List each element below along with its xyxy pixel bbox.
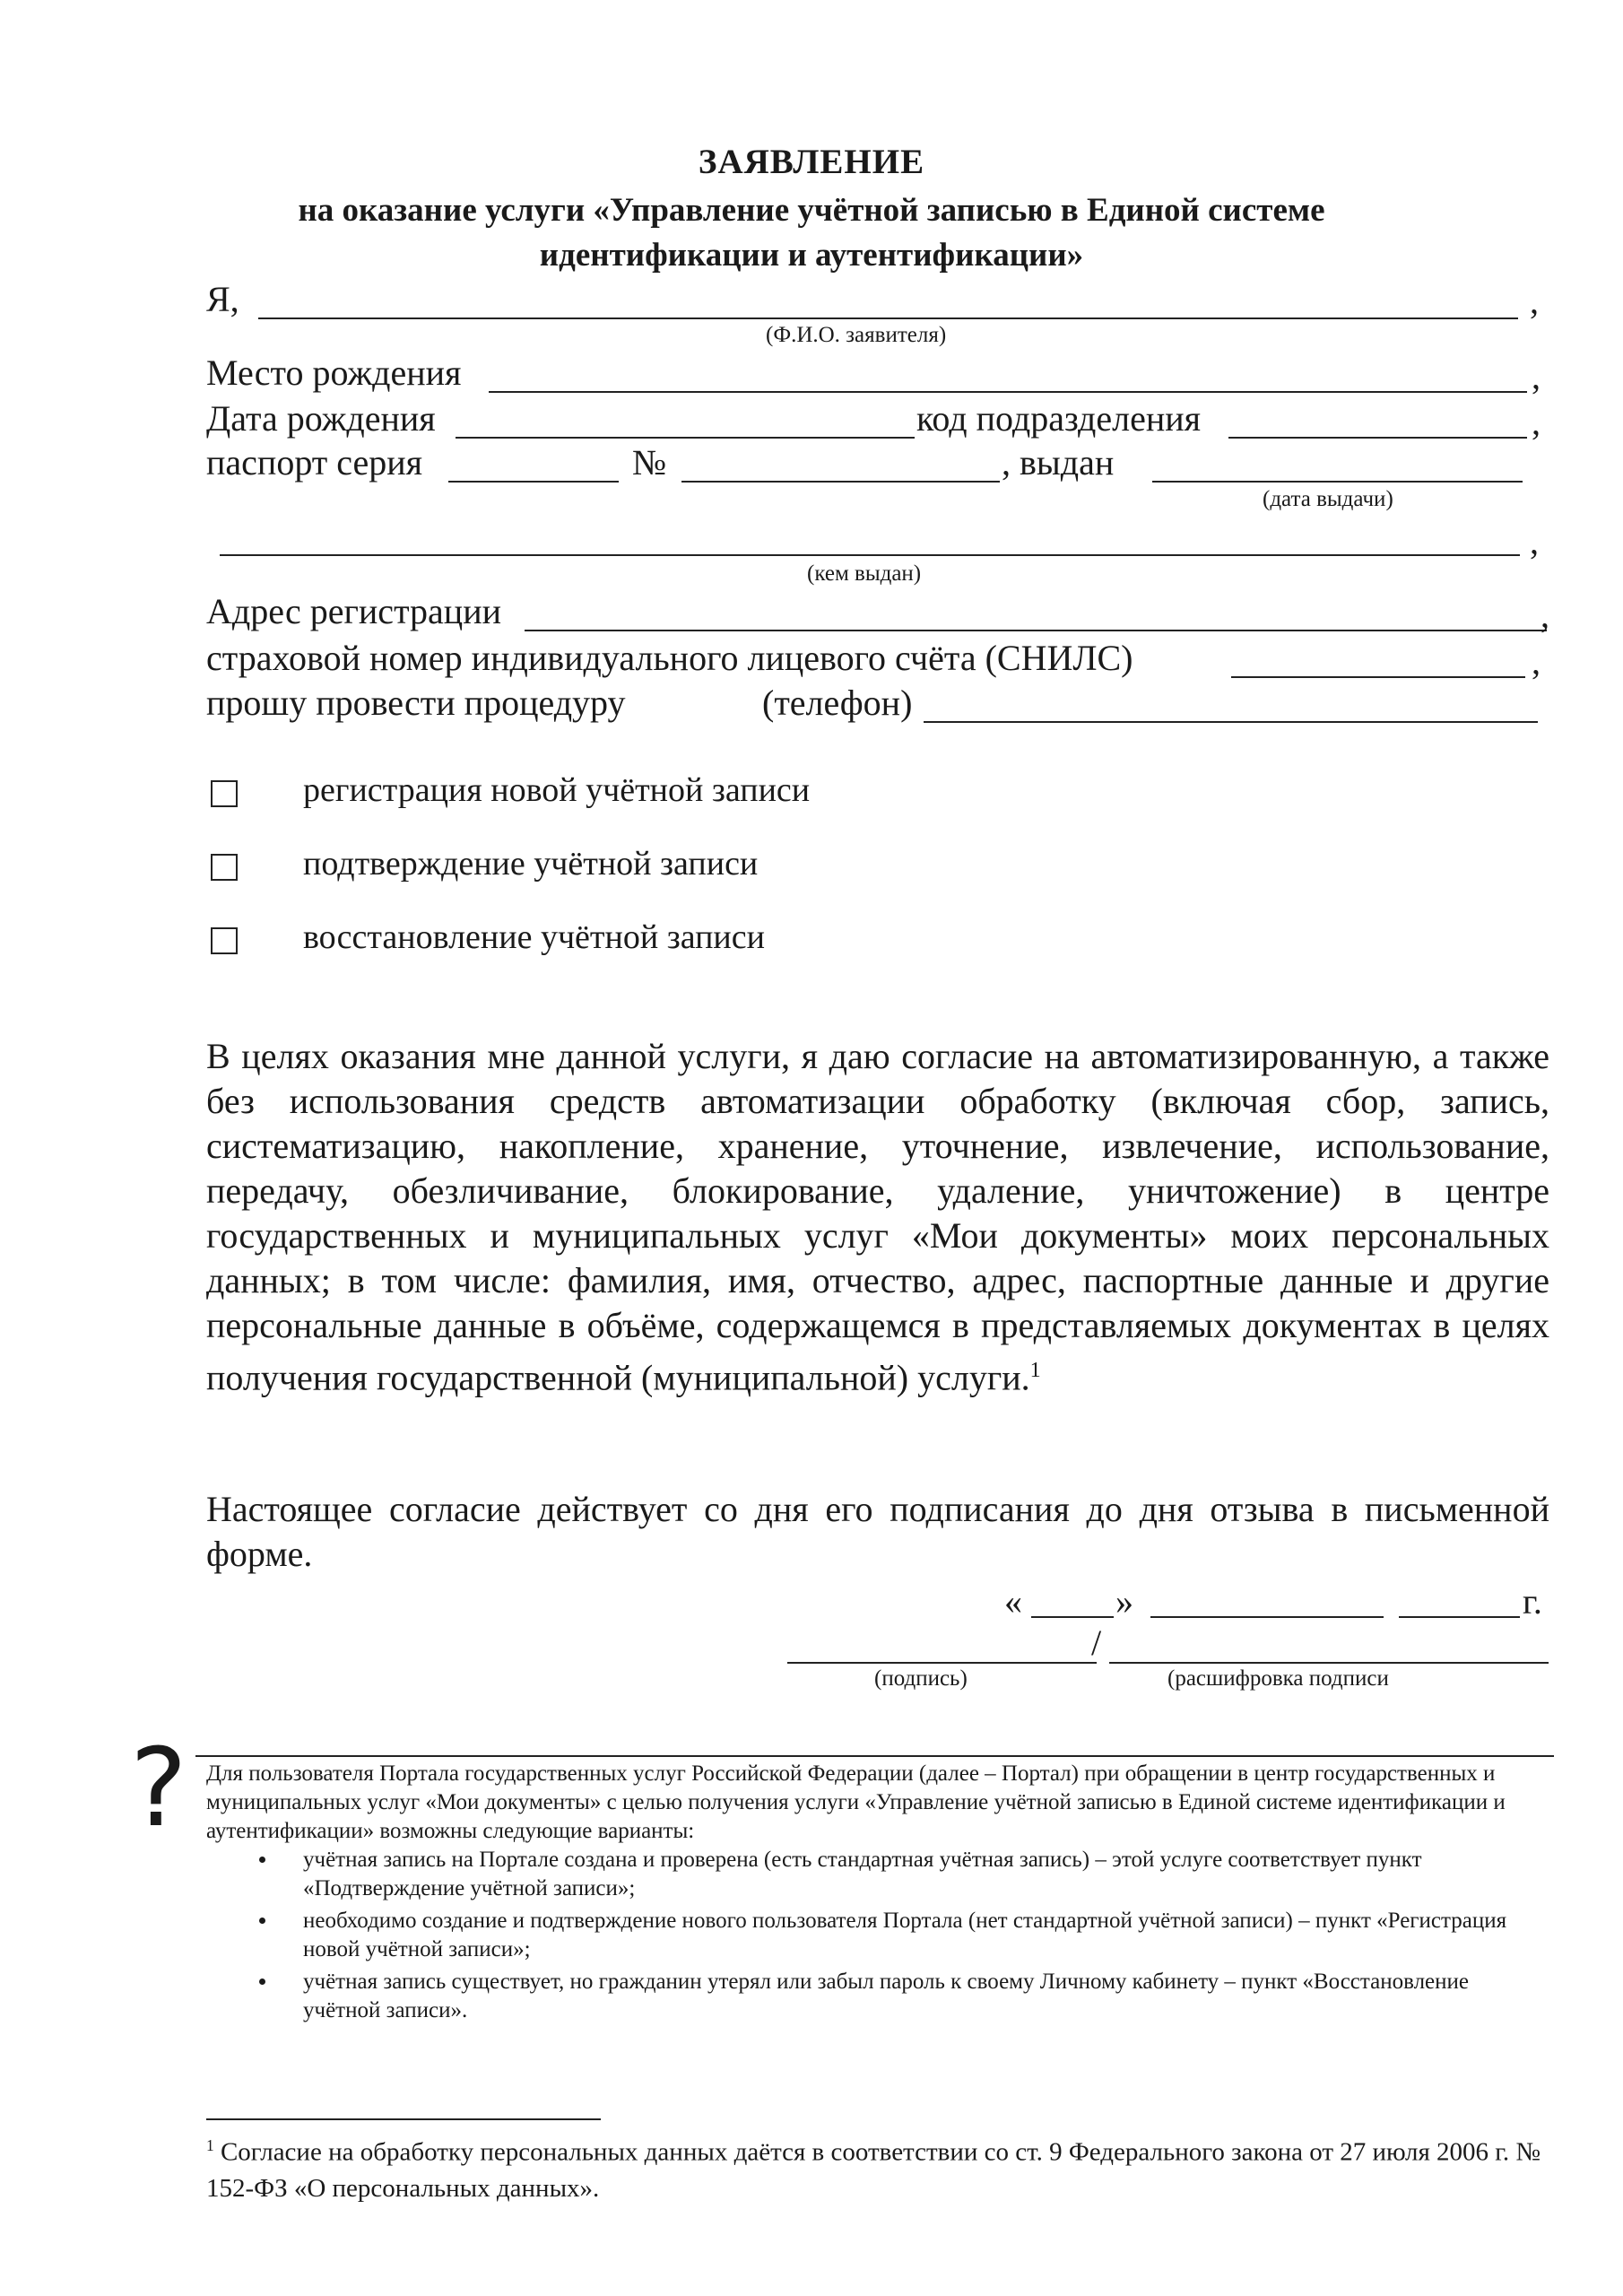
- comma: ,: [1532, 641, 1541, 682]
- procedure-label: прошу провести процедуру: [206, 683, 626, 723]
- option-checkbox-new-account[interactable]: [211, 780, 238, 807]
- phone-label: (телефон): [762, 683, 913, 723]
- note-list-item: • учётная запись существует, но гражданин утерял или забыл пароль к своему Личному кабинету – пункт «Восстановление учётной записи».: [278, 1968, 1551, 2025]
- option-checkbox-confirm-account[interactable]: [211, 854, 238, 881]
- note-list-item: • необходимо создание и подтверждение нового пользователя Портала (нет стандартной учётной записи) – пункт «Регистрация новой учётной записи»;: [278, 1907, 1551, 1964]
- phone-field[interactable]: [924, 721, 1538, 723]
- signature-transcript-field[interactable]: [1109, 1662, 1549, 1664]
- signature-field[interactable]: [787, 1662, 1097, 1664]
- question-mark-icon: ?: [130, 1726, 187, 1851]
- option-label-new-account: регистрация новой учётной записи: [303, 771, 811, 809]
- signature-slash: /: [1091, 1622, 1102, 1663]
- comma: ,: [1541, 595, 1549, 635]
- comma: ,: [1530, 521, 1539, 561]
- registration-address-label: Адрес регистрации: [206, 591, 502, 631]
- comma: ,: [1532, 356, 1541, 396]
- footnote-reference: 1: [1029, 1359, 1041, 1382]
- issued-by-caption: (кем выдан): [807, 561, 922, 586]
- registration-address-field[interactable]: [525, 630, 1547, 631]
- consent-paragraph: [206, 1034, 1549, 1400]
- comma: ,: [1530, 281, 1539, 321]
- date-year-field[interactable]: [1399, 1616, 1520, 1618]
- note-list: [206, 1846, 1551, 2025]
- form-title: ЗАЯВЛЕНИЕ: [698, 143, 925, 181]
- division-code-label: код подразделения: [916, 398, 1202, 439]
- birthplace-label: Место рождения: [206, 352, 462, 393]
- applicant-caption: (Ф.И.О. заявителя): [766, 323, 947, 347]
- subtitle-text: на оказание услуги «Управление учётной записью в Единой системе идентификации и аутентификации»: [298, 192, 1325, 274]
- form-subtitle: [0, 188, 1623, 278]
- snils-field[interactable]: [1231, 676, 1525, 678]
- date-day-field[interactable]: [1031, 1616, 1114, 1618]
- passport-series-field[interactable]: [448, 481, 619, 483]
- passport-number-label: №: [632, 442, 667, 483]
- date-year-suffix: г.: [1523, 1581, 1542, 1622]
- issue-date-caption: (дата выдачи): [1263, 487, 1393, 511]
- transcript-caption: (расшифровка подписи: [1167, 1666, 1389, 1691]
- option-label-restore-account: восстановление учётной записи: [303, 918, 765, 956]
- note-block: [206, 1760, 1551, 2029]
- date-month-field[interactable]: [1150, 1616, 1384, 1618]
- passport-number-field[interactable]: [681, 481, 1000, 483]
- comma: ,: [1532, 402, 1541, 442]
- note-separator: [195, 1755, 1554, 1757]
- option-checkbox-restore-account[interactable]: [211, 927, 238, 954]
- footnote: [206, 2127, 1551, 2206]
- signature-caption: (подпись): [874, 1666, 968, 1691]
- date-open-quote: «: [1004, 1581, 1022, 1622]
- issued-by-field[interactable]: [220, 554, 1520, 556]
- note-list-item: • учётная запись на Портале создана и проверена (есть стандартная учётная запись) – этой услуге соответствует пункт «Подтверждение учётной записи»;: [278, 1846, 1551, 1903]
- note-intro: Для пользователя Портала государственных услуг Российской Федерации (далее – Портал) при обращении в центр государственных и муниципальных услуг «Мои документы» с целью получения услуги «Управление учётной записью в Единой системе идентификации и аутентификации» возможны следующие варианты:: [206, 1761, 1506, 1843]
- footnote-separator: [206, 2118, 601, 2120]
- issued-label: , выдан: [1002, 442, 1115, 483]
- division-code-field[interactable]: [1228, 437, 1527, 439]
- birthdate-field[interactable]: [456, 437, 915, 439]
- applicant-prefix: Я,: [206, 279, 239, 319]
- option-label-confirm-account: подтверждение учётной записи: [303, 845, 759, 883]
- birthdate-label: Дата рождения: [206, 398, 436, 439]
- passport-series-label: паспорт серия: [206, 442, 423, 483]
- date-close-quote: »: [1115, 1581, 1133, 1622]
- snils-label: страховой номер индивидуального лицевого счёта (СНИЛС): [206, 638, 1133, 678]
- footnote-number: 1: [206, 2136, 214, 2154]
- applicant-name-field[interactable]: [258, 317, 1518, 319]
- consent-validity-paragraph: Настоящее согласие действует со дня его подписания до дня отзыва в письменной форме.: [206, 1489, 1549, 1574]
- issue-date-field[interactable]: [1152, 481, 1523, 483]
- consent-text: В целях оказания мне данной услуги, я даю согласие на автоматизированную, а также без использования средств автоматизации обработку (включая сбор, запись, систематизацию, накопление, хранение, уточнение, извлечение, использование, передачу, обезличивание, блокирование, удаление, уничтожение) в центре государственных и муниципальных услуг «Мои документы» моих персональных данных; в том числе: фамилия, имя, отчество, адрес, паспортные данные и другие персональные данные в объёме, содержащемся в представляемых документах в целях получения государственной (муниципальной) услуги.: [206, 1036, 1549, 1398]
- footnote-text: Согласие на обработку персональных данных даётся в соответствии со ст. 9 Федерального закона от 27 июля 2006 г. № 152-ФЗ «О персональных данных».: [206, 2137, 1541, 2203]
- birthplace-field[interactable]: [489, 391, 1527, 393]
